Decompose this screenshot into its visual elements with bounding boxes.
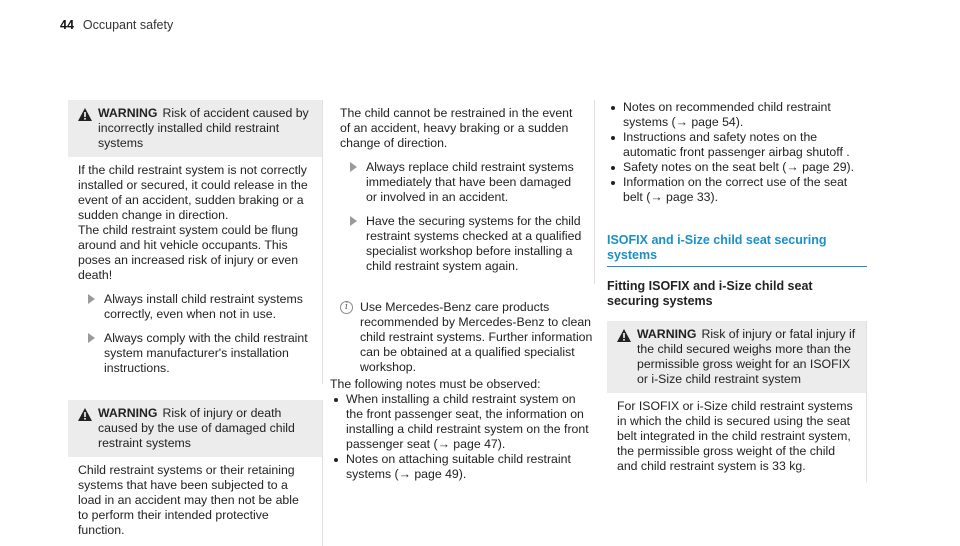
column-left <box>68 100 323 546</box>
column-right <box>607 100 867 482</box>
warning-header <box>607 321 866 393</box>
info-note <box>330 300 595 375</box>
warning-paragraph: The child restraint system could be flung around and hit vehicle occupants. This poses an increased risk of injury or even death! <box>78 223 299 282</box>
section-title: ISOFIX and i-Size child seat securing systems <box>607 233 867 267</box>
list-item: Notes on recommended child restraint systems (→ page 54). <box>607 100 867 130</box>
warning-paragraph: For ISOFIX or i-Size child restraint systems in which the child is secured using the seat belt integrated in the child restraint system, the permissible gross weight of the child and child restraint system is 33 kg. <box>617 399 853 473</box>
instruction-text: Have the securing systems for the child restraint systems checked at a qualified specialist workshop before installing a child restraint system again. <box>366 214 582 273</box>
arrow-right-icon <box>88 333 95 343</box>
arrow-right-icon <box>350 216 357 226</box>
warning-title: Risk of injury or fatal injury if the child secured weighs more than the permissible gross weight for an ISOFIX or i-Size child restraint system <box>637 327 856 386</box>
warning-header <box>68 100 322 157</box>
warning-title: Risk of accident caused by incorrectly installed child restraint systems <box>98 106 309 150</box>
warning-header <box>68 400 322 457</box>
notes-list <box>607 100 867 205</box>
observe-text: The following notes must be observed: <box>330 377 541 391</box>
warning-label: WARNING <box>98 106 158 120</box>
list-item: Notes on attaching suitable child restraint systems (→ page 49). <box>330 452 595 482</box>
warning-box-weight <box>607 321 867 482</box>
section-name: Occupant safety <box>82 18 174 32</box>
page-header <box>60 18 173 33</box>
warning-label: WARNING <box>98 406 158 420</box>
info-icon: i <box>340 301 353 314</box>
page-number: 44 <box>60 18 74 32</box>
subsection-title: Fitting ISOFIX and i-Size child seat securing systems <box>607 279 813 308</box>
warning-body <box>68 157 322 384</box>
instruction-text: Always comply with the child restraint system manufacturer's installation instructions. <box>104 331 308 375</box>
instruction-text: Always install child restraint systems correctly, even when not in use. <box>104 292 303 321</box>
list-item: When installing a child restraint system on the front passenger seat, the information on installing a child restraint system on the front passenger seat (→ page 47). <box>330 392 595 452</box>
warning-paragraph: Child restraint systems or their retaining systems that have been subjected to a load in an accident may then not be able to perform their intended protective function. <box>78 463 299 537</box>
warning-label: WARNING <box>637 327 697 341</box>
note-text: Use Mercedes-Benz care products recommended by Mercedes-Benz to clean child restraint systems. Further information can be obtained at a qualified specialist workshop. <box>360 300 593 374</box>
instruction-step <box>78 292 312 322</box>
warning-box-accident <box>68 100 323 384</box>
warning-title: Risk of injury or death caused by the use of damaged child restraint systems <box>98 406 295 450</box>
instruction-text: Always replace child restraint systems immediately that have been damaged or involved in an accident. <box>366 160 574 204</box>
list-item: Instructions and safety notes on the automatic front passenger airbag shutoff . <box>607 130 867 160</box>
continuation-paragraph: The child cannot be restrained in the event of an accident, heavy braking or a sudden change of direction. <box>340 106 573 150</box>
section-heading-wrap <box>607 233 867 267</box>
list-item: Safety notes on the seat belt (→ page 29). <box>607 160 867 175</box>
instruction-step <box>340 214 584 274</box>
warning-triangle-icon <box>78 108 92 121</box>
warning-triangle-icon <box>78 408 92 421</box>
column-middle <box>330 100 595 482</box>
warning-triangle-icon <box>617 329 631 342</box>
warning-body <box>607 393 866 482</box>
list-item: Information on the correct use of the seat belt (→ page 33). <box>607 175 867 205</box>
arrow-right-icon <box>88 294 95 304</box>
warning-continuation <box>330 100 595 284</box>
warning-box-damaged <box>68 400 323 546</box>
instruction-step <box>78 331 312 376</box>
instruction-step <box>340 160 584 205</box>
arrow-right-icon <box>350 162 357 172</box>
warning-paragraph: If the child restraint system is not correctly installed or secured, it could release in the event of an accident, sudden braking or a sudden change in direction. <box>78 163 308 222</box>
notes-list <box>330 392 595 482</box>
